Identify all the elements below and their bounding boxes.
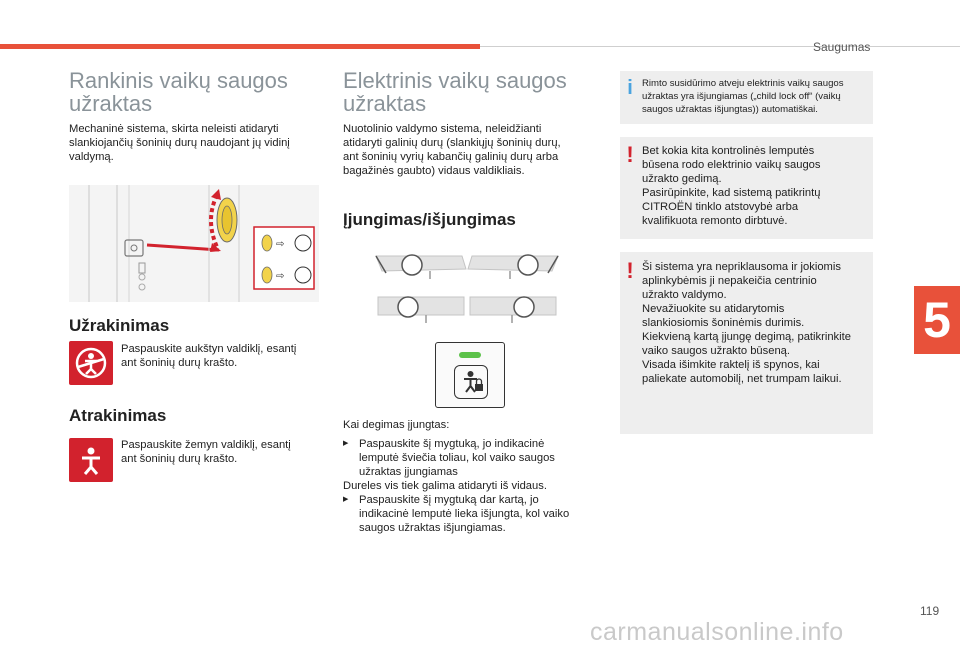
warning-icon: ! (626, 258, 634, 283)
section-title: Saugumas (813, 40, 871, 54)
svg-text:⇨: ⇨ (276, 271, 285, 282)
warning-icon: ! (626, 142, 634, 167)
info-icon: i (627, 77, 633, 99)
warning-text-2: Ši sistema yra nepriklausoma ir jokiomis aplinkybėmis ji nepakeičia centrinio užrakto valdymo. Nevažiuokite su atidarytomis slankiosiomis šoninėmis durimis. Kiekvieną kartą įjungę degimą, patikrinkite vaiko saugos užrakto būseną. Visada išimkite raktelį iš spynos, kai paliekate automobilį, net trumpam laikui. (642, 261, 851, 385)
child-lock-symbol-icon (454, 365, 488, 399)
vehicle-door-diagrams (372, 251, 562, 329)
info-note (620, 71, 873, 124)
warning-note-1 (620, 137, 873, 239)
unlock-text: Paspauskite žemyn valdiklį, esantį ant šoninių durų krašto. (121, 439, 291, 465)
lock-text: Paspauskite aukštyn valdiklį, esantį ant šoninių durų krašto. (121, 343, 297, 369)
lock-heading: Užrakinimas (69, 316, 170, 335)
electric-lock-intro: Nuotolinio valdymo sistema, neleidžianti atidaryti galinių durų (slankiųjų šoninių durų, ant šoninių vyrių kabančių galinių durų arba bagažinės gaubto) vidaus valdikliais. (343, 123, 561, 177)
door-latch-illustration (69, 185, 319, 302)
bullet-icon: ▶ (343, 440, 349, 448)
procedure-list (343, 437, 605, 535)
warning-text-1: Bet kokia kita kontrolinės lemputės būsena rodo elektrinio vaikų saugos užrakto gedimą. Pasirūpinkite, kad sistemą patikrintų CITROËN tinklo atstovybė arba kvalifikuota remonto dirbtuvė. (642, 145, 821, 227)
child-lock-icon (69, 341, 113, 385)
ignition-on-text: Kai degimas įjungtas: (343, 419, 450, 431)
chapter-tab[interactable]: 5 (914, 286, 960, 354)
indicator-led (459, 352, 481, 358)
manual-lock-intro: Mechaninė sistema, skirta neleisti atidaryti slankiojančių šoninių durų naudojant jų vidinį valdymą. (69, 123, 290, 163)
info-text: Rimto susidūrimo atveju elektrinis vaikų saugos užraktas yra išjungiamas („child lock off“ (vaikų saugos užraktas išjungtas)) automatiškai. (642, 78, 844, 115)
warning-note-2 (620, 252, 873, 434)
onoff-heading: Įjungimas/išjungimas (343, 210, 516, 229)
svg-text:⇨: ⇨ (276, 239, 285, 250)
child-lock-button[interactable] (435, 342, 505, 408)
header-rule (480, 46, 960, 47)
inside-open-note: Dureles vis tiek galima atidaryti iš vidaus. (343, 480, 547, 493)
child-unlock-icon (69, 438, 113, 482)
electric-lock-title: Elektrinis vaikų saugos užraktas (343, 68, 567, 116)
watermark: carmanualsonline.info (590, 618, 844, 646)
manual-lock-title: Rankinis vaikų saugos užraktas (69, 68, 288, 116)
step-1: ▶ Paspauskite šį mygtuką, jo indikacinė lemputė šviečia toliau, kol vaiko saugos užraktas įjungiamas (343, 438, 555, 479)
step-2: ▶ Paspauskite šį mygtuką dar kartą, jo indikacinė lemputė lieka išjungta, kol vaiko saugos užraktas išjungiamas. (343, 494, 570, 535)
page-number: 119 (920, 604, 940, 618)
unlock-heading: Atrakinimas (69, 406, 167, 425)
header-accent-bar (0, 44, 480, 49)
bullet-icon: ▶ (343, 496, 349, 504)
